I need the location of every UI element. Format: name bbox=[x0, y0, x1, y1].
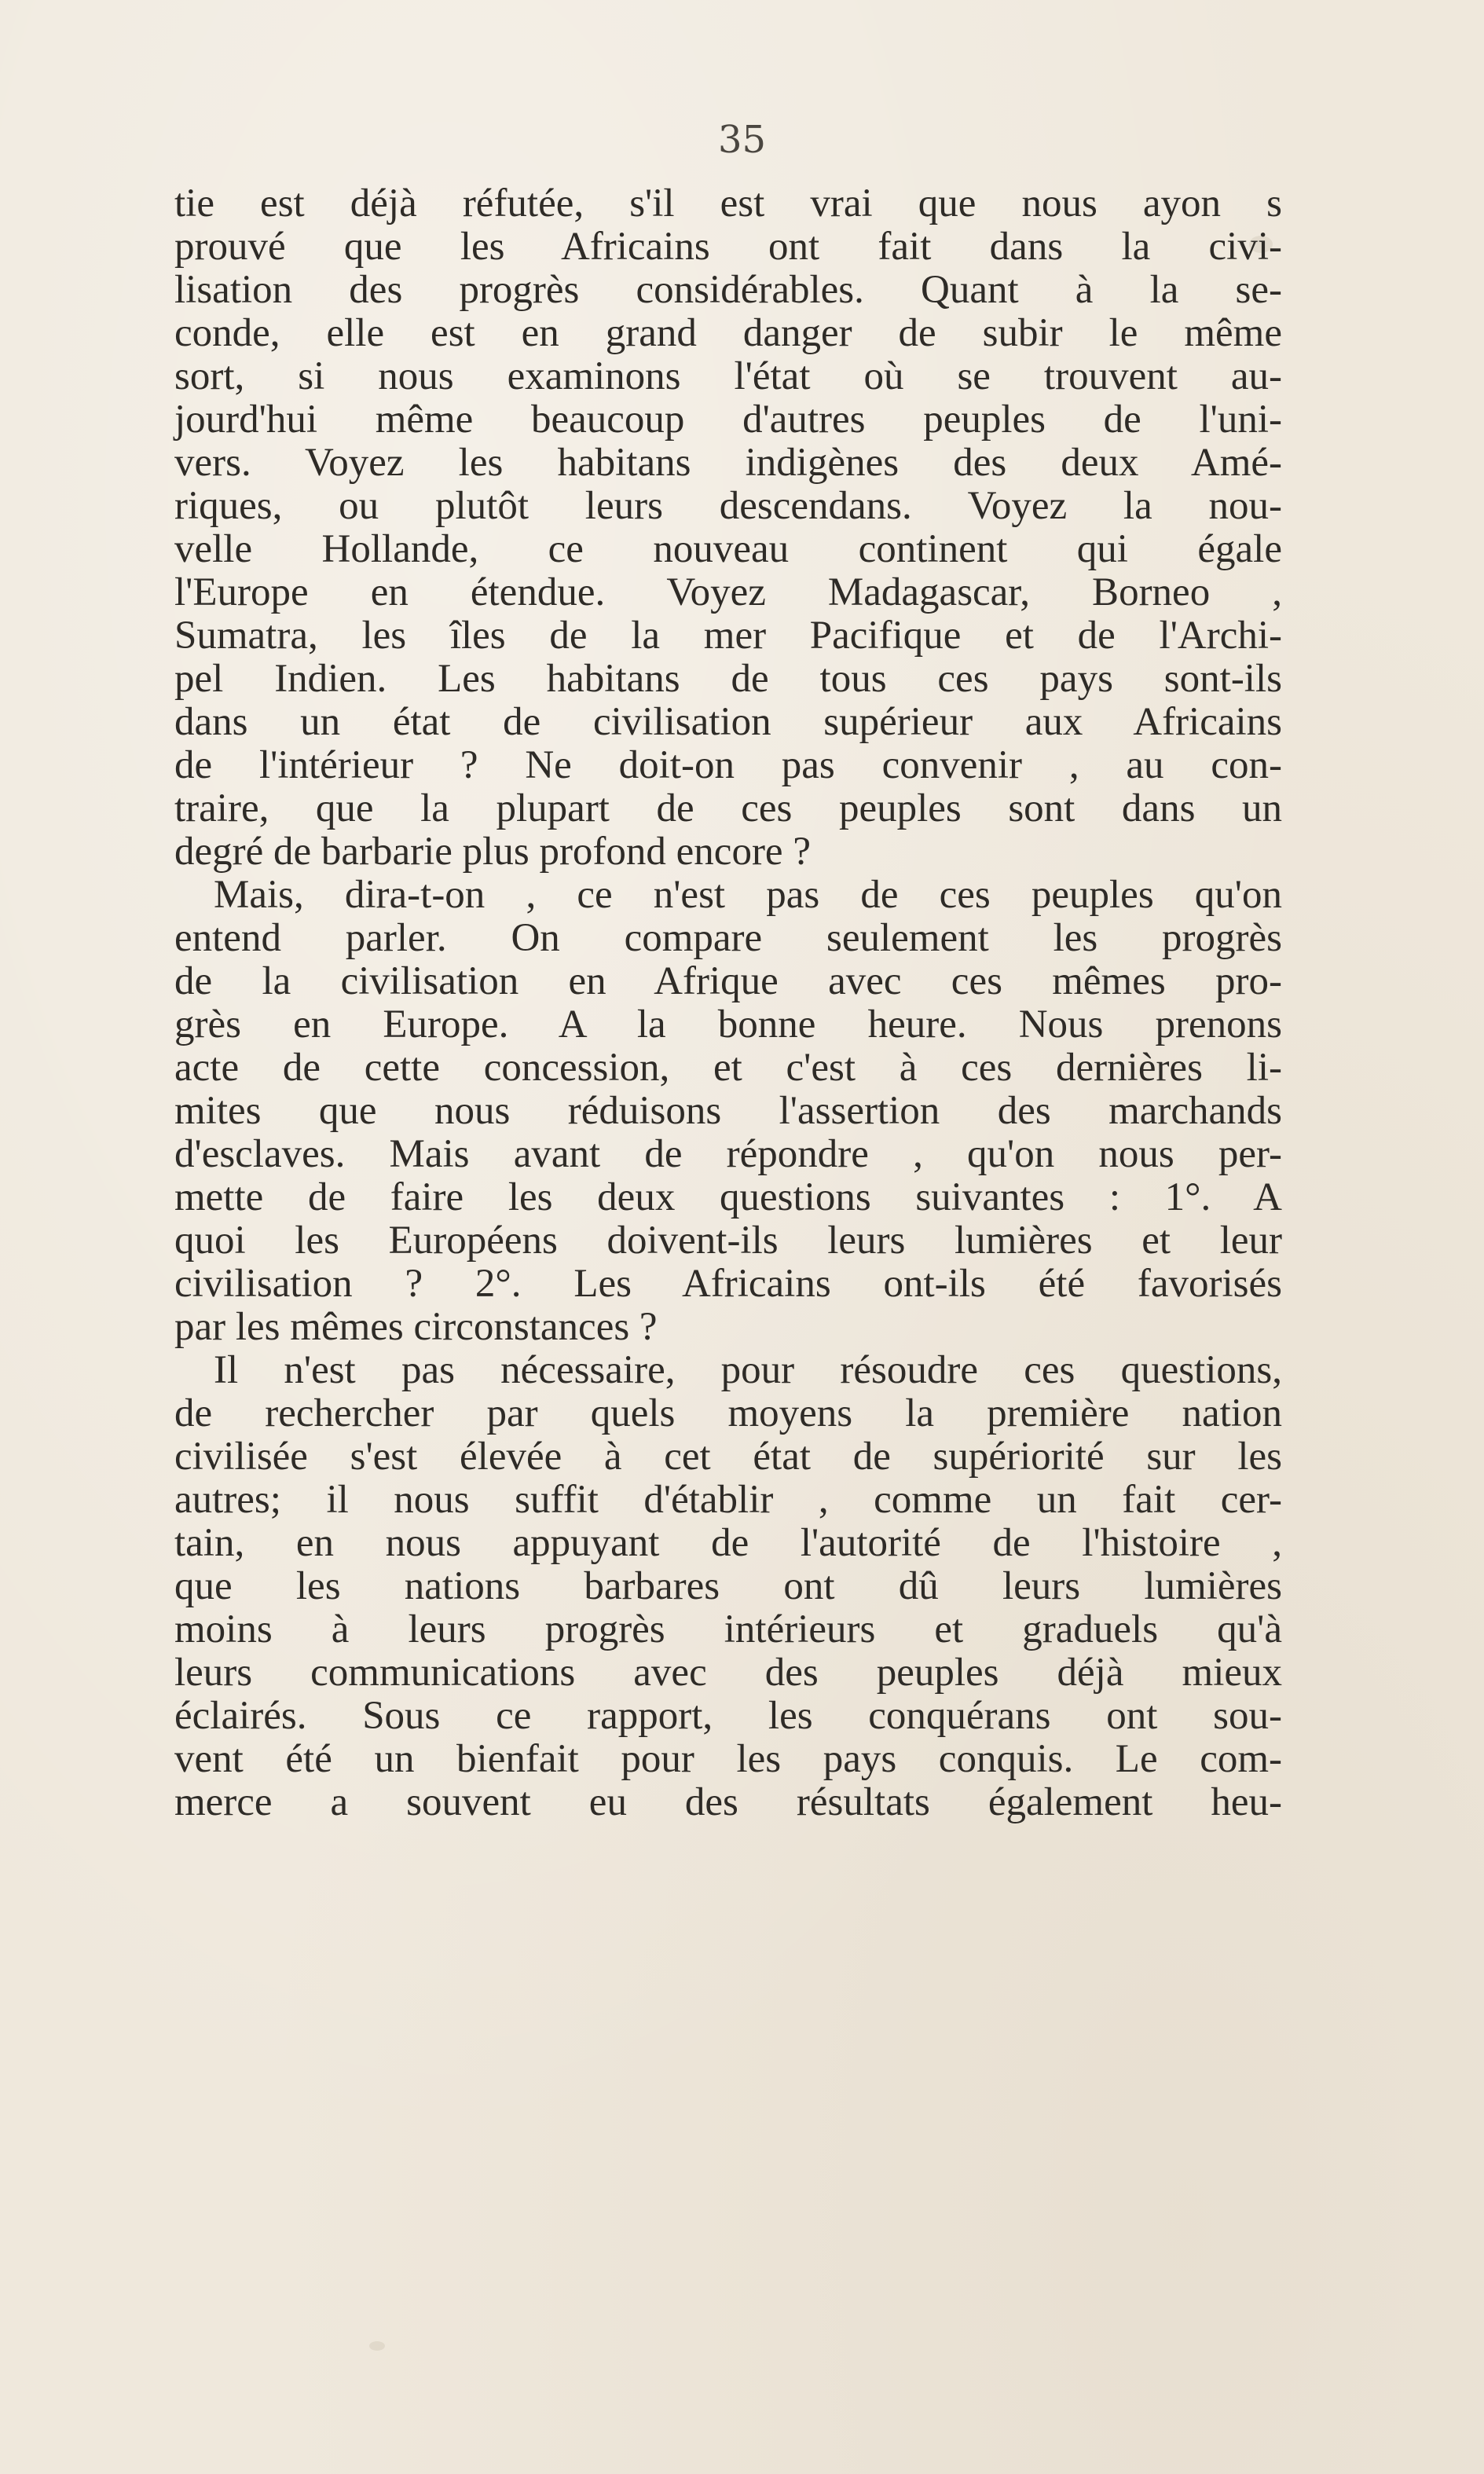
text-line: conde, elle est en grand danger de subir le même bbox=[174, 311, 1282, 355]
text-line: sort, si nous examinons l'état où se trouvent au- bbox=[174, 354, 1282, 398]
text-line: Mais, dira-t-on , ce n'est pas de ces peuples qu'on bbox=[214, 873, 1282, 917]
text-line: par les mêmes circonstances ? bbox=[174, 1305, 658, 1349]
text-line: traire, que la plupart de ces peuples sont dans un bbox=[174, 786, 1282, 830]
text-line: moins à leurs progrès intérieurs et graduels qu'à bbox=[174, 1607, 1282, 1651]
text-line: grès en Europe. A la bonne heure. Nous prenons bbox=[174, 1002, 1282, 1046]
text-line: vers. Voyez les habitans indigènes des deux Amé- bbox=[174, 441, 1282, 485]
text-line: que les nations barbares ont dû leurs lumières bbox=[174, 1564, 1282, 1608]
text-line: velle Hollande, ce nouveau continent qui égale bbox=[174, 527, 1282, 571]
text-line: de l'intérieur ? Ne doit-on pas convenir , au con- bbox=[174, 743, 1282, 787]
text-line: mette de faire les deux questions suivantes : 1°. A bbox=[174, 1175, 1282, 1219]
text-line: civilisation ? 2°. Les Africains ont-ils été favorisés bbox=[174, 1262, 1282, 1306]
paper-stain bbox=[369, 2341, 385, 2351]
text-line: d'esclaves. Mais avant de répondre , qu'on nous per- bbox=[174, 1132, 1282, 1176]
text-line: prouvé que les Africains ont fait dans la civi- bbox=[174, 225, 1282, 269]
page-number: 35 bbox=[717, 118, 767, 162]
text-line: jourd'hui même beaucoup d'autres peuples de l'uni- bbox=[174, 398, 1282, 442]
text-line: merce a souvent eu des résultats également heu- bbox=[174, 1780, 1282, 1824]
text-line: riques, ou plutôt leurs descendans. Voyez la nou- bbox=[174, 484, 1282, 528]
text-line: éclairés. Sous ce rapport, les conquérans ont sou- bbox=[174, 1694, 1282, 1738]
text-line: degré de barbarie plus profond encore ? bbox=[174, 830, 811, 874]
text-line: autres; il nous suffit d'établir , comme un fait cer- bbox=[174, 1478, 1282, 1522]
text-line: entend parler. On compare seulement les progrès bbox=[174, 916, 1282, 960]
text-line: acte de cette concession, et c'est à ces dernières li- bbox=[174, 1046, 1282, 1090]
paragraph-2 bbox=[174, 874, 1282, 1349]
text-line: tie est déjà réfutée, s'il est vrai que nous ayon s bbox=[174, 181, 1282, 225]
text-line: lisation des progrès considérables. Quant à la se- bbox=[174, 268, 1282, 312]
paragraph-1 bbox=[174, 182, 1282, 874]
text-line: pel Indien. Les habitans de tous ces pays sont-ils bbox=[174, 657, 1282, 701]
text-line: Sumatra, les îles de la mer Pacifique et de l'Archi- bbox=[174, 614, 1282, 658]
body-text bbox=[174, 182, 1282, 1824]
text-line: tain, en nous appuyant de l'autorité de l'histoire , bbox=[174, 1521, 1282, 1565]
text-line: leurs communications avec des peuples déjà mieux bbox=[174, 1651, 1282, 1695]
text-line: dans un état de civilisation supérieur aux Africains bbox=[174, 700, 1282, 744]
text-line: mites que nous réduisons l'assertion des marchands bbox=[174, 1089, 1282, 1133]
text-line: Il n'est pas nécessaire, pour résoudre ces questions, bbox=[214, 1348, 1282, 1392]
text-line: civilisée s'est élevée à cet état de supériorité sur les bbox=[174, 1435, 1282, 1479]
paragraph-3 bbox=[174, 1349, 1282, 1824]
text-line: quoi les Européens doivent-ils leurs lumières et leur bbox=[174, 1219, 1282, 1263]
text-line: vent été un bienfait pour les pays conquis. Le com- bbox=[174, 1737, 1282, 1781]
text-line: l'Europe en étendue. Voyez Madagascar, Borneo , bbox=[174, 570, 1282, 614]
text-line: de la civilisation en Afrique avec ces mêmes pro- bbox=[174, 959, 1282, 1003]
text-line: de rechercher par quels moyens la première nation bbox=[174, 1391, 1282, 1435]
